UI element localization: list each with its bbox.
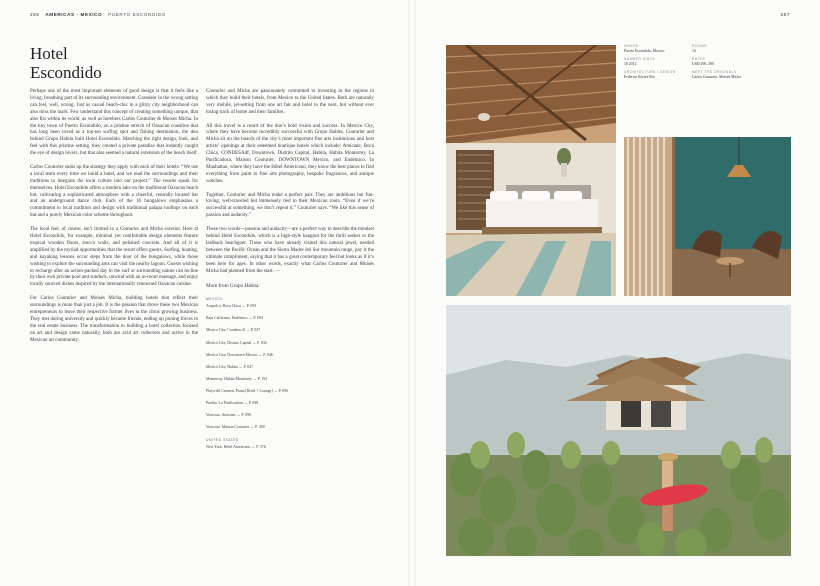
section-label: AMERICAS · MEXICO — [45, 12, 103, 17]
article-title — [30, 44, 102, 82]
region-label-us: UNITED STATES — [206, 438, 239, 443]
text-column-1 — [30, 89, 198, 351]
paragraph: For Carlos Couturier and Moisés Micha, building hotels that reflect their surroundings is more than just a job. It is the passion that drove these two Mexican entrepreneurs to leave their respective former lives in the citrus growing business. They met during university and quickly became friends, ending up joining forces in the real estate business. The transformation to building a hotel collection focused on art and design came naturally, both are avid art collectors and active in the Mexican art community. — [30, 296, 198, 343]
title-line-2: Escondido — [30, 63, 102, 82]
info-value: 16 2012 — [624, 61, 637, 66]
hotel-list-item: Baja California, Endémico → P. 094 — [206, 316, 263, 321]
info-value: 16 — [692, 48, 696, 53]
photo-exterior-surfer — [446, 305, 791, 556]
folio-left — [30, 12, 166, 17]
region-label-mexico: MEXICO — [206, 297, 223, 302]
text-column-2 — [206, 89, 374, 457]
location-label: PUERTO ESCONDIDO — [108, 12, 166, 17]
page-gutter — [408, 0, 416, 586]
info-value: Federico Rivera Rio — [624, 74, 655, 79]
info-value: Carlos Couturier, Moisés Micha — [692, 74, 741, 79]
info-label: RATES — [692, 57, 706, 62]
paragraph: Couturier and Micha are passionately committed to investing in the regions in which they build their hotels, from Mexico to the United States. Both are naturally very mobile, jet-setting from one art fair and hotel to the next, but without ever losing track of home and their families. — [206, 89, 374, 115]
hotel-list-item: Mexico City, Condesa df → P. 047 — [206, 328, 261, 333]
more-from-heading: More from Grupo Habita: — [206, 283, 260, 290]
info-block-right — [692, 44, 752, 83]
photo-lounge — [624, 137, 791, 296]
info-label: NUMBER SINCE — [624, 57, 656, 62]
hotel-list-item: Veracruz, Maison Couturier → P. 300 — [206, 425, 265, 430]
info-label: WHERE — [624, 44, 639, 48]
info-value: USD 290–380 — [692, 61, 714, 66]
hotel-list-item: Monterrey, Habita Monterrey → P. 192 — [206, 376, 268, 381]
info-label: ROOMS — [692, 44, 707, 48]
paragraph: Perhaps one of the most important elements of good design is that it feels like a living, breathing part of its surrounding environment. Grandeur in the wrong setting can feel, well, wrong. Just as casual beach-chic in a glitzy city neighborhood can also miss the mark. Few understand this concept of creating something unique, that also fits within its world, as well as hoteliers Carlos Couturier & Moisés Micha. In the tiny town of Puerto Escondido, on a pristine stretch of Oaxacan coastline that has long been loved as a top-ten surfing spot and fishing destination, the duo behind Grupo Habita built Hotel Escondido. Matching the right design, look, and feel with this pristine setting, they created a private paradise that instantly caught the eye of design lovers, but that also seemed a natural extension of the beach itself. — [30, 89, 198, 157]
paragraph: The local feel, of course, isn’t limited to a Couturier and Micha exterior. Here at Hotel Escondido, for example, minimal yet comfortable design elements feature tropical wooden floors, stucco walls, and polished concrete. And all of it is amplified by the myriad opportunities that the resort offers guests. Surfing, boating, and kayaking lessons occur steps from the door of the bungalows, while those wishing to explore the surrounding area can visit the nearby lagoon. Guests wishing to recharge after an action-packed day in the surf or surrounding nature can recline by their own private pool and sundeck, unwind with an in-room massage, and enjoy locally sourced dishes inspired by the internationally renowned Oaxacan cuisine. — [30, 227, 198, 288]
paragraph: All this travel is a result of the duo’s bold vision and success. In Mexico City, where they have become incredibly successful with Grupo Habita, Couturier and Micha sit on the boards of the city’s most important fine arts institutions and host artists’ openings at their esteemed boutique hotels which include: Amicane, Boca Chica, CONDESAdf, Downtown, Distrito Capital, Habita, Habita Monterrey, La Purificadora, Maison Couturier, DOWNTOWN Mexico, and Endémico. In Manhattan, where they have the Hôtel Americano, they know the best places to find everything from paint to fine arts photography, bespoke fragrances, and antique watches. — [206, 123, 374, 184]
info-block-left — [624, 44, 684, 83]
hotel-list-item: Mexico City, Distrito Capital → P. 036 — [206, 340, 267, 345]
folio-right — [781, 12, 790, 17]
hotel-list-item: Mexico City, Downtown Mexico → P. 046 — [206, 352, 273, 357]
paragraph: Together, Couturier and Micha make a perfect pair. They are ambitious but fun-loving, well-traveled but immensely tied to their Mexican roots. “Even if we’re successful at something, we don’t repeat it,” Couturier says. “We like this sense of passion and audacity.” — [206, 192, 374, 219]
page-number-left: 286 — [30, 12, 40, 17]
page-number-right: 287 — [780, 12, 790, 17]
paragraph: These two words—passion and audacity—are a perfect way to describe the mindset behind Hotel Escondido, which is a high-style hangout for the thrill seeker or the laidback beachgoer. Those who have already visited this natural jewel, nestled between the Pacific Ocean and the Sierra Madre del Sur mountain range, pay it the ultimate compliment, saying that it has a great contemporary feel but looks as if it’s been here for ages. In other words, exactly what Carlos Couturier and Moisés Micha had planned from the start. — — [206, 227, 374, 274]
hotel-list-item: Puebla, La Purificadora → P. 098 — [206, 400, 259, 405]
hotel-list-item: New York, Hôtel Americano → P. 376 — [206, 445, 266, 450]
photo-bedroom — [446, 45, 616, 296]
paragraph: Carlos Couturier sums up the strategy they apply with each of their hotels: “We use a local team every time we build a hotel, and we read the surroundings and their traditions to integrate the local culture into our project.” The results speak for themselves. Hotel Escondido offers a modern take on the traditional Oaxacan beach hut, cultivating a sophisticated atmosphere with a cheerful, centrally located bar and an underground dance club. Each of the 16 bungalows emphasizes a commitment to local tradition and design with traditional palapa rooftops on each hut and a purely Mexican color scheme throughout. — [30, 164, 198, 219]
info-value: Puerto Escondido, Mexico — [624, 48, 665, 53]
hotel-list-item: Mexico City, Habita → P. 047 — [206, 364, 253, 369]
info-label: MEET THE ORIGINALS — [692, 70, 737, 75]
hotel-list-item: Veracruz, Amicane → P. 096 — [206, 413, 251, 418]
title-line-1: Hotel — [30, 44, 68, 63]
hotel-list-item: Playa del Carmen, Prana [Hotel + Lounge] → P. 096 — [206, 388, 289, 393]
hotel-list-item: Acapulco, Boca Chica → P. 093 — [206, 304, 257, 309]
info-label: ARCHITECTURE / DESIGN — [624, 70, 676, 75]
